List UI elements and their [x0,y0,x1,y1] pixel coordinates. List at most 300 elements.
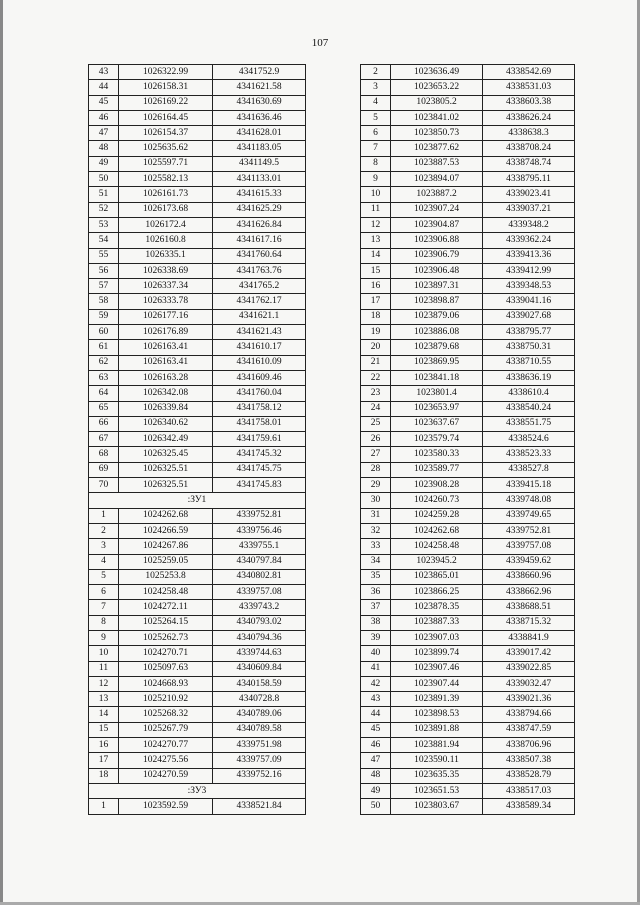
y-coordinate-cell: 4341626.84 [213,217,306,232]
table-row [89,722,306,737]
table-row [89,141,306,156]
point-number-cell: 61 [89,340,119,355]
table-row [89,386,306,401]
table-row [89,753,306,768]
y-coordinate-cell: 4338524.6 [483,432,575,447]
table-row [89,401,306,416]
point-number-cell: 30 [361,493,391,508]
y-coordinate-cell: 4339743.2 [213,600,306,615]
x-coordinate-cell: 1024668.93 [119,676,213,691]
x-coordinate-cell: 1023898.53 [391,707,483,722]
y-coordinate-cell: 4338841.9 [483,630,575,645]
point-number-cell: 2 [89,523,119,538]
x-coordinate-cell: 1023841.02 [391,110,483,125]
table-row [89,508,306,523]
point-number-cell: 1 [89,508,119,523]
x-coordinate-cell: 1023879.06 [391,309,483,324]
y-coordinate-cell: 4339757.09 [213,753,306,768]
x-coordinate-cell: 1026163.41 [119,340,213,355]
y-coordinate-cell: 4341758.01 [213,416,306,431]
y-coordinate-cell: 4341745.32 [213,447,306,462]
x-coordinate-cell: 1024266.59 [119,523,213,538]
y-coordinate-cell: 4339748.08 [483,493,575,508]
table-row [361,692,575,707]
table-row [89,539,306,554]
x-coordinate-cell: 1024275.56 [119,753,213,768]
table-row [89,217,306,232]
table-row [89,661,306,676]
x-coordinate-cell: 1023945.2 [391,554,483,569]
y-coordinate-cell: 4338795.77 [483,325,575,340]
point-number-cell: 23 [361,386,391,401]
y-coordinate-cell: 4338521.84 [213,799,306,814]
point-number-cell: 18 [361,309,391,324]
x-coordinate-cell: 1026322.99 [119,65,213,80]
point-number-cell: 17 [361,294,391,309]
scan-edge-left [0,0,3,905]
point-number-cell: 11 [361,202,391,217]
point-number-cell: 45 [361,722,391,737]
table-row [361,355,575,370]
point-number-cell: 10 [361,187,391,202]
y-coordinate-cell: 4341745.75 [213,462,306,477]
table-row [89,80,306,95]
x-coordinate-cell: 1026325.45 [119,447,213,462]
point-number-cell: 10 [89,646,119,661]
x-coordinate-cell: 1023904.87 [391,217,483,232]
point-number-cell: 9 [361,172,391,187]
y-coordinate-cell: 4338794.66 [483,707,575,722]
point-number-cell: 11 [89,661,119,676]
table-row [361,386,575,401]
x-coordinate-cell: 1023906.79 [391,248,483,263]
y-coordinate-cell: 4338710.55 [483,355,575,370]
table-row [89,554,306,569]
x-coordinate-cell: 1026163.41 [119,355,213,370]
table-row [89,355,306,370]
y-coordinate-cell: 4341628.01 [213,126,306,141]
x-coordinate-cell: 1025262.73 [119,630,213,645]
y-coordinate-cell: 4338748.74 [483,156,575,171]
table-row [361,294,575,309]
x-coordinate-cell: 1025259.05 [119,554,213,569]
y-coordinate-cell: 4339752.81 [213,508,306,523]
x-coordinate-cell: 1023841.18 [391,370,483,385]
y-coordinate-cell: 4339017.42 [483,646,575,661]
y-coordinate-cell: 4338528.79 [483,768,575,783]
y-coordinate-cell: 4339362.24 [483,233,575,248]
y-coordinate-cell: 4341745.83 [213,478,306,493]
y-coordinate-cell: 4339021.36 [483,692,575,707]
point-number-cell: 49 [89,156,119,171]
table-row [361,248,575,263]
y-coordinate-cell: 4340789.06 [213,707,306,722]
table-row [89,799,306,814]
y-coordinate-cell: 4338589.34 [483,799,575,814]
page-number: 107 [311,37,329,49]
x-coordinate-cell: 1024258.48 [119,585,213,600]
point-number-cell: 58 [89,294,119,309]
table-row [89,95,306,110]
y-coordinate-cell: 4341630.69 [213,95,306,110]
y-coordinate-cell: 4338660.96 [483,569,575,584]
x-coordinate-cell: 1024262.68 [391,523,483,538]
point-number-cell: 66 [89,416,119,431]
x-coordinate-cell: 1026163.28 [119,370,213,385]
table-row [361,110,575,125]
y-coordinate-cell: 4341621.58 [213,80,306,95]
point-number-cell: 21 [361,355,391,370]
x-coordinate-cell: 1025597.71 [119,156,213,171]
x-coordinate-cell: 1023887.2 [391,187,483,202]
y-coordinate-cell: 4340797.84 [213,554,306,569]
y-coordinate-cell: 4341758.12 [213,401,306,416]
table-row [89,294,306,309]
point-number-cell: 67 [89,432,119,447]
point-number-cell: 12 [89,676,119,691]
x-coordinate-cell: 1025097.63 [119,661,213,676]
table-row [361,432,575,447]
x-coordinate-cell: 1023879.68 [391,340,483,355]
section-header-row [89,783,306,798]
x-coordinate-cell: 1026338.69 [119,263,213,278]
x-coordinate-cell: 1026169.22 [119,95,213,110]
table-row [361,799,575,814]
x-coordinate-cell: 1026158.31 [119,80,213,95]
point-number-cell: 1 [89,799,119,814]
table-row [361,279,575,294]
y-coordinate-cell: 4339415.18 [483,478,575,493]
x-coordinate-cell: 1026154.37 [119,126,213,141]
y-coordinate-cell: 4341763.76 [213,263,306,278]
table-row [89,707,306,722]
table-row [89,263,306,278]
point-number-cell: 5 [361,110,391,125]
y-coordinate-cell: 4339744.63 [213,646,306,661]
table-row [361,585,575,600]
point-number-cell: 14 [361,248,391,263]
point-number-cell: 22 [361,370,391,385]
y-coordinate-cell: 4338747.59 [483,722,575,737]
table-row [361,370,575,385]
table-row [89,615,306,630]
table-row [361,65,575,80]
y-coordinate-cell: 4339749.65 [483,508,575,523]
table-row [89,340,306,355]
table-row [89,600,306,615]
x-coordinate-cell: 1023869.95 [391,355,483,370]
y-coordinate-cell: 4338517.03 [483,783,575,798]
x-coordinate-cell: 1023881.94 [391,738,483,753]
point-number-cell: 43 [361,692,391,707]
point-number-cell: 12 [361,217,391,232]
y-coordinate-cell: 4338523.33 [483,447,575,462]
table-row [361,447,575,462]
table-row [361,722,575,737]
point-number-cell: 14 [89,707,119,722]
y-coordinate-cell: 4340728.8 [213,692,306,707]
point-number-cell: 17 [89,753,119,768]
point-number-cell: 7 [89,600,119,615]
point-number-cell: 42 [361,676,391,691]
x-coordinate-cell: 1023580.33 [391,447,483,462]
table-row [89,279,306,294]
table-row [361,340,575,355]
x-coordinate-cell: 1023592.59 [119,799,213,814]
table-row [361,676,575,691]
y-coordinate-cell: 4339459.62 [483,554,575,569]
table-row [361,202,575,217]
y-coordinate-cell: 4338708.24 [483,141,575,156]
point-number-cell: 57 [89,279,119,294]
coordinates-table-right [360,64,575,815]
x-coordinate-cell: 1025210.92 [119,692,213,707]
point-number-cell: 8 [361,156,391,171]
x-coordinate-cell: 1024272.11 [119,600,213,615]
x-coordinate-cell: 1024260.73 [391,493,483,508]
x-coordinate-cell: 1024270.71 [119,646,213,661]
y-coordinate-cell: 4339757.08 [213,585,306,600]
table-row [361,753,575,768]
table-row [89,187,306,202]
x-coordinate-cell: 1023877.62 [391,141,483,156]
table-body-left [89,65,306,815]
x-coordinate-cell: 1026172.4 [119,217,213,232]
point-number-cell: 33 [361,539,391,554]
table-row [89,738,306,753]
table-row [89,370,306,385]
point-number-cell: 15 [361,263,391,278]
y-coordinate-cell: 4339041.16 [483,294,575,309]
table-row [89,523,306,538]
x-coordinate-cell: 1026325.51 [119,478,213,493]
table-row [361,569,575,584]
table-row [361,309,575,324]
table-row [89,692,306,707]
y-coordinate-cell: 4339757.08 [483,539,575,554]
point-number-cell: 69 [89,462,119,477]
y-coordinate-cell: 4341610.09 [213,355,306,370]
x-coordinate-cell: 1024258.48 [391,539,483,554]
point-number-cell: 4 [89,554,119,569]
point-number-cell: 29 [361,478,391,493]
y-coordinate-cell: 4338706.96 [483,738,575,753]
x-coordinate-cell: 1023878.35 [391,600,483,615]
table-row [361,661,575,676]
point-number-cell: 26 [361,432,391,447]
point-number-cell: 48 [89,141,119,156]
x-coordinate-cell: 1026339.84 [119,401,213,416]
x-coordinate-cell: 1023589.77 [391,462,483,477]
table-row [361,416,575,431]
point-number-cell: 51 [89,187,119,202]
point-number-cell: 15 [89,722,119,737]
point-number-cell: 40 [361,646,391,661]
x-coordinate-cell: 1024267.86 [119,539,213,554]
point-number-cell: 34 [361,554,391,569]
point-number-cell: 3 [361,80,391,95]
x-coordinate-cell: 1023887.53 [391,156,483,171]
table-row [361,523,575,538]
point-number-cell: 49 [361,783,391,798]
y-coordinate-cell: 4341621.1 [213,309,306,324]
point-number-cell: 52 [89,202,119,217]
point-number-cell: 45 [89,95,119,110]
y-coordinate-cell: 4338638.3 [483,126,575,141]
table-row [361,80,575,95]
y-coordinate-cell: 4339032.47 [483,676,575,691]
point-number-cell: 6 [89,585,119,600]
point-number-cell: 31 [361,508,391,523]
point-number-cell: 64 [89,386,119,401]
point-number-cell: 47 [89,126,119,141]
x-coordinate-cell: 1023651.53 [391,783,483,798]
table-row [361,630,575,645]
point-number-cell: 43 [89,65,119,80]
table-row [361,646,575,661]
x-coordinate-cell: 1024270.77 [119,738,213,753]
x-coordinate-cell: 1026173.68 [119,202,213,217]
x-coordinate-cell: 1023805.2 [391,95,483,110]
y-coordinate-cell: 4338540.24 [483,401,575,416]
table-row [361,217,575,232]
table-row [89,126,306,141]
y-coordinate-cell: 4338795.11 [483,172,575,187]
y-coordinate-cell: 4341610.17 [213,340,306,355]
x-coordinate-cell: 1023635.35 [391,768,483,783]
section-header-row [89,493,306,508]
point-number-cell: 70 [89,478,119,493]
table-row [89,416,306,431]
point-number-cell: 60 [89,325,119,340]
x-coordinate-cell: 1023590.11 [391,753,483,768]
point-number-cell: 20 [361,340,391,355]
point-number-cell: 44 [361,707,391,722]
point-number-cell: 50 [89,172,119,187]
y-coordinate-cell: 4341759.61 [213,432,306,447]
y-coordinate-cell: 4339756.46 [213,523,306,538]
x-coordinate-cell: 1025635.62 [119,141,213,156]
table-row [89,462,306,477]
point-number-cell: 62 [89,355,119,370]
y-coordinate-cell: 4339022.85 [483,661,575,676]
point-number-cell: 19 [361,325,391,340]
x-coordinate-cell: 1024259.28 [391,508,483,523]
x-coordinate-cell: 1026176.89 [119,325,213,340]
table-row [89,309,306,324]
point-number-cell: 7 [361,141,391,156]
y-coordinate-cell: 4338542.69 [483,65,575,80]
point-number-cell: 53 [89,217,119,232]
x-coordinate-cell: 1025253.8 [119,569,213,584]
point-number-cell: 46 [89,110,119,125]
point-number-cell: 6 [361,126,391,141]
y-coordinate-cell: 4338688.51 [483,600,575,615]
point-number-cell: 41 [361,661,391,676]
point-number-cell: 50 [361,799,391,814]
y-coordinate-cell: 4341636.46 [213,110,306,125]
y-coordinate-cell: 4341625.29 [213,202,306,217]
point-number-cell: 54 [89,233,119,248]
x-coordinate-cell: 1023886.08 [391,325,483,340]
y-coordinate-cell: 4338626.24 [483,110,575,125]
x-coordinate-cell: 1026335.1 [119,248,213,263]
x-coordinate-cell: 1026342.08 [119,386,213,401]
x-coordinate-cell: 1025264.15 [119,615,213,630]
y-coordinate-cell: 4340794.36 [213,630,306,645]
x-coordinate-cell: 1026340.62 [119,416,213,431]
y-coordinate-cell: 4341760.04 [213,386,306,401]
table-row [89,202,306,217]
point-number-cell: 18 [89,768,119,783]
section-title: :ЗУ1 [89,493,306,508]
x-coordinate-cell: 1023887.33 [391,615,483,630]
y-coordinate-cell: 4340158.59 [213,676,306,691]
x-coordinate-cell: 1023653.97 [391,401,483,416]
y-coordinate-cell: 4338750.31 [483,340,575,355]
point-number-cell: 59 [89,309,119,324]
y-coordinate-cell: 4339413.36 [483,248,575,263]
y-coordinate-cell: 4341765.2 [213,279,306,294]
x-coordinate-cell: 1023653.22 [391,80,483,95]
x-coordinate-cell: 1023866.25 [391,585,483,600]
table-row [361,600,575,615]
x-coordinate-cell: 1023636.49 [391,65,483,80]
point-number-cell: 27 [361,447,391,462]
x-coordinate-cell: 1026164.45 [119,110,213,125]
y-coordinate-cell: 4340789.58 [213,722,306,737]
table-row [89,110,306,125]
y-coordinate-cell: 4338531.03 [483,80,575,95]
y-coordinate-cell: 4339348.53 [483,279,575,294]
table-row [89,447,306,462]
y-coordinate-cell: 4338662.96 [483,585,575,600]
table-row [89,172,306,187]
table-row [89,646,306,661]
table-body-right [361,65,575,815]
table-row [361,462,575,477]
table-row [89,233,306,248]
y-coordinate-cell: 4341149.5 [213,156,306,171]
table-row [89,676,306,691]
x-coordinate-cell: 1025268.32 [119,707,213,722]
y-coordinate-cell: 4339027.68 [483,309,575,324]
table-row [361,172,575,187]
table-row [89,325,306,340]
table-row [361,615,575,630]
table-row [361,554,575,569]
y-coordinate-cell: 4338610.4 [483,386,575,401]
y-coordinate-cell: 4341760.64 [213,248,306,263]
y-coordinate-cell: 4341762.17 [213,294,306,309]
y-coordinate-cell: 4341617.16 [213,233,306,248]
x-coordinate-cell: 1023907.46 [391,661,483,676]
point-number-cell: 39 [361,630,391,645]
point-number-cell: 2 [361,65,391,80]
x-coordinate-cell: 1023850.73 [391,126,483,141]
y-coordinate-cell: 4339023.41 [483,187,575,202]
table-row [361,187,575,202]
x-coordinate-cell: 1024270.59 [119,768,213,783]
x-coordinate-cell: 1023865.01 [391,569,483,584]
table-row [361,156,575,171]
y-coordinate-cell: 4340793.02 [213,615,306,630]
point-number-cell: 16 [89,738,119,753]
table-row [361,738,575,753]
x-coordinate-cell: 1023907.44 [391,676,483,691]
y-coordinate-cell: 4341609.46 [213,370,306,385]
x-coordinate-cell: 1026337.34 [119,279,213,294]
